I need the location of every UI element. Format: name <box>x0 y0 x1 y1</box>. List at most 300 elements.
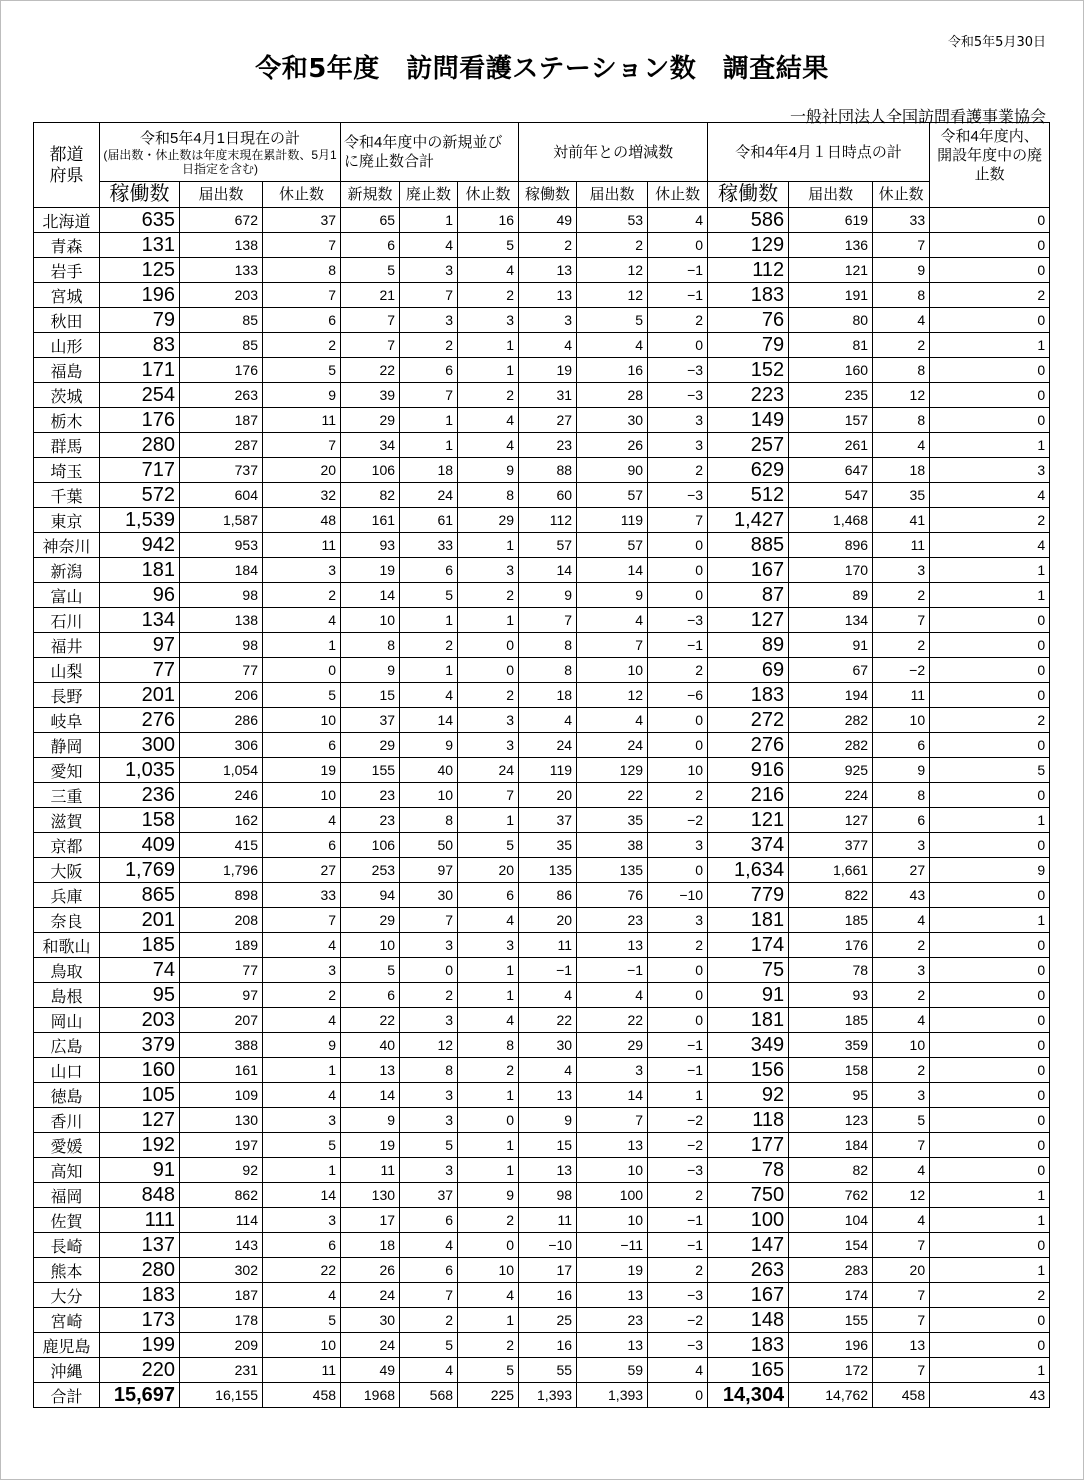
prefecture-name: 和歌山 <box>34 933 100 958</box>
table-cell: −1 <box>648 258 708 283</box>
table-cell: 106 <box>341 458 400 483</box>
table-row <box>34 283 1050 308</box>
table-cell: 1,769 <box>100 858 180 883</box>
table-cell: −3 <box>648 1333 708 1358</box>
table-cell: 24 <box>341 1333 400 1358</box>
table-cell: 39 <box>341 383 400 408</box>
table-cell: 18 <box>519 683 577 708</box>
subheader-cell: 稼働数 <box>100 182 180 208</box>
table-cell: 3 <box>873 833 930 858</box>
table-cell: 78 <box>789 958 873 983</box>
table-cell: 14 <box>400 708 458 733</box>
table-cell: 0 <box>930 308 1050 333</box>
table-cell: 24 <box>400 483 458 508</box>
table-cell: 22 <box>577 1008 648 1033</box>
table-cell: 121 <box>789 258 873 283</box>
table-cell: 1,393 <box>577 1383 648 1408</box>
table-cell: 191 <box>789 283 873 308</box>
table-cell: 4 <box>648 1358 708 1383</box>
table-cell: 8 <box>519 633 577 658</box>
table-cell: 9 <box>873 758 930 783</box>
table-row <box>34 958 1050 983</box>
table-cell: 253 <box>341 858 400 883</box>
table-cell: 176 <box>100 408 180 433</box>
table-cell: 261 <box>789 433 873 458</box>
table-cell: 13 <box>577 933 648 958</box>
table-cell: 953 <box>180 533 263 558</box>
table-cell: 203 <box>180 283 263 308</box>
table-cell: 4 <box>873 1208 930 1233</box>
table-cell: 2 <box>648 308 708 333</box>
table-cell: 4 <box>873 1158 930 1183</box>
table-cell: 1 <box>648 1083 708 1108</box>
table-cell: 7 <box>263 433 341 458</box>
table-cell: 40 <box>341 1033 400 1058</box>
table-cell: 10 <box>341 608 400 633</box>
table-cell: 172 <box>789 1358 873 1383</box>
table-cell: 105 <box>100 1083 180 1108</box>
table-cell: 0 <box>648 1008 708 1033</box>
table-cell: 1 <box>263 633 341 658</box>
table-cell: 127 <box>789 808 873 833</box>
table-cell: 25 <box>519 1308 577 1333</box>
table-row <box>34 883 1050 908</box>
table-cell: 2 <box>873 983 930 1008</box>
table-cell: 17 <box>519 1258 577 1283</box>
table-cell: 174 <box>708 933 789 958</box>
table-row <box>34 1258 1050 1283</box>
table-cell: 7 <box>400 908 458 933</box>
table-cell: 96 <box>100 583 180 608</box>
table-cell: 185 <box>789 908 873 933</box>
table-cell: 196 <box>789 1333 873 1358</box>
table-cell: 0 <box>930 958 1050 983</box>
table-cell: −3 <box>648 1283 708 1308</box>
table-cell: 5 <box>263 1133 341 1158</box>
table-cell: 43 <box>930 1383 1050 1408</box>
table-cell: 138 <box>180 608 263 633</box>
table-cell: 18 <box>341 1233 400 1258</box>
table-cell: 8 <box>873 408 930 433</box>
table-cell: 15 <box>341 683 400 708</box>
table-cell: 184 <box>180 558 263 583</box>
table-cell: 5 <box>400 1133 458 1158</box>
table-cell: 4 <box>519 983 577 1008</box>
table-cell: 134 <box>789 608 873 633</box>
table-cell: 114 <box>180 1208 263 1233</box>
table-cell: 98 <box>519 1183 577 1208</box>
table-cell: 4 <box>873 908 930 933</box>
table-cell: 0 <box>263 658 341 683</box>
table-cell: 14 <box>263 1183 341 1208</box>
subheader-cell: 休止数 <box>263 182 341 208</box>
table-cell: 11 <box>341 1158 400 1183</box>
table-cell: 136 <box>789 233 873 258</box>
table-cell: 2 <box>930 508 1050 533</box>
table-row <box>34 383 1050 408</box>
table-cell: 34 <box>341 433 400 458</box>
table-cell: 300 <box>100 733 180 758</box>
table-cell: 76 <box>577 883 648 908</box>
table-cell: 1,393 <box>519 1383 577 1408</box>
header-r5-current <box>100 123 341 182</box>
station-count-table <box>33 122 1050 1408</box>
table-row <box>34 1108 1050 1133</box>
table-cell: 26 <box>577 433 648 458</box>
table-cell: 29 <box>577 1033 648 1058</box>
table-cell: 3 <box>263 558 341 583</box>
table-cell: 822 <box>789 883 873 908</box>
table-row <box>34 608 1050 633</box>
table-cell: 7 <box>873 1283 930 1308</box>
table-cell: 21 <box>341 283 400 308</box>
table-cell: 7 <box>873 1133 930 1158</box>
table-cell: 2 <box>577 233 648 258</box>
table-cell: 604 <box>180 483 263 508</box>
prefecture-name: 石川 <box>34 608 100 633</box>
table-cell: 4 <box>263 608 341 633</box>
table-cell: 14 <box>519 558 577 583</box>
table-cell: 11 <box>873 533 930 558</box>
table-cell: 263 <box>708 1258 789 1283</box>
prefecture-name: 東京 <box>34 508 100 533</box>
prefecture-name: 宮城 <box>34 283 100 308</box>
table-cell: 2 <box>873 583 930 608</box>
table-cell: 129 <box>708 233 789 258</box>
table-cell: 14 <box>577 1083 648 1108</box>
table-cell: 7 <box>648 508 708 533</box>
table-cell: 29 <box>341 733 400 758</box>
table-cell: 171 <box>100 358 180 383</box>
table-cell: 512 <box>708 483 789 508</box>
table-cell: 10 <box>263 783 341 808</box>
table-cell: 131 <box>100 233 180 258</box>
table-cell: 896 <box>789 533 873 558</box>
table-cell: 1 <box>930 433 1050 458</box>
table-cell: 2 <box>263 983 341 1008</box>
table-cell: 10 <box>577 658 648 683</box>
table-cell: 77 <box>180 958 263 983</box>
table-cell: −2 <box>873 658 930 683</box>
table-cell: 2 <box>458 683 519 708</box>
table-cell: 377 <box>789 833 873 858</box>
table-cell: 129 <box>577 758 648 783</box>
table-row <box>34 858 1050 883</box>
table-cell: 5 <box>263 358 341 383</box>
table-cell: 0 <box>648 1383 708 1408</box>
table-cell: 2 <box>873 333 930 358</box>
table-cell: 93 <box>341 533 400 558</box>
table-cell: 2 <box>648 658 708 683</box>
table-cell: 11 <box>519 1208 577 1233</box>
table-cell: 181 <box>100 558 180 583</box>
table-cell: 123 <box>789 1108 873 1133</box>
table-cell: 1 <box>400 208 458 233</box>
table-cell: 16 <box>577 358 648 383</box>
subheader-cell: 休止数 <box>873 182 930 208</box>
table-cell: 167 <box>708 1283 789 1308</box>
table-cell: 95 <box>100 983 180 1008</box>
prefecture-name: 新潟 <box>34 558 100 583</box>
table-cell: 106 <box>341 833 400 858</box>
table-cell: 5 <box>458 833 519 858</box>
table-cell: 41 <box>873 508 930 533</box>
table-cell: 547 <box>789 483 873 508</box>
prefecture-name: 岐阜 <box>34 708 100 733</box>
table-cell: 27 <box>263 858 341 883</box>
table-cell: 0 <box>648 333 708 358</box>
prefecture-name: 鳥取 <box>34 958 100 983</box>
table-cell: 0 <box>930 1108 1050 1133</box>
table-cell: 134 <box>100 608 180 633</box>
table-cell: 185 <box>100 933 180 958</box>
table-cell: 158 <box>789 1058 873 1083</box>
table-cell: 177 <box>708 1133 789 1158</box>
table-cell: 2 <box>263 333 341 358</box>
table-cell: 97 <box>400 858 458 883</box>
table-cell: 91 <box>789 633 873 658</box>
table-cell: 194 <box>789 683 873 708</box>
table-cell: 8 <box>263 258 341 283</box>
table-cell: 3 <box>400 1108 458 1133</box>
header-r4-new-closed: 令和4年度中の新規並びに廃止数合計 <box>341 123 519 182</box>
table-cell: 235 <box>789 383 873 408</box>
table-cell: 5 <box>458 1358 519 1383</box>
table-cell: 4 <box>519 1058 577 1083</box>
table-cell: 0 <box>930 983 1050 1008</box>
table-cell: 2 <box>263 583 341 608</box>
table-cell: 185 <box>789 1008 873 1033</box>
table-row <box>34 258 1050 283</box>
table-cell: 187 <box>180 1283 263 1308</box>
table-cell: 11 <box>263 533 341 558</box>
table-cell: 9 <box>263 1033 341 1058</box>
table-cell: 79 <box>708 333 789 358</box>
table-cell: 209 <box>180 1333 263 1358</box>
table-cell: 1 <box>930 583 1050 608</box>
table-cell: 2 <box>930 283 1050 308</box>
table-cell: 9 <box>341 658 400 683</box>
table-cell: 30 <box>577 408 648 433</box>
table-cell: 20 <box>519 783 577 808</box>
header-r4-closed-in-year: 令和4年度内、開設年度中の廃止数 <box>930 123 1050 208</box>
table-cell: 23 <box>577 908 648 933</box>
table-cell: 10 <box>400 783 458 808</box>
table-cell: −1 <box>648 283 708 308</box>
table-cell: 80 <box>789 308 873 333</box>
table-row <box>34 583 1050 608</box>
table-cell: 35 <box>519 833 577 858</box>
table-cell: 6 <box>263 308 341 333</box>
table-cell: 192 <box>100 1133 180 1158</box>
table-cell: 286 <box>180 708 263 733</box>
table-cell: 1,427 <box>708 508 789 533</box>
table-cell: 7 <box>873 1358 930 1383</box>
table-cell: 5 <box>263 1308 341 1333</box>
table-cell: 10 <box>341 933 400 958</box>
table-cell: 1 <box>458 608 519 633</box>
total-row <box>34 1383 1050 1408</box>
table-cell: 24 <box>577 733 648 758</box>
table-cell: 75 <box>708 958 789 983</box>
table-cell: 5 <box>400 583 458 608</box>
table-cell: 10 <box>263 1333 341 1358</box>
table-cell: 4 <box>873 1008 930 1033</box>
table-cell: 4 <box>873 308 930 333</box>
prefecture-name: 福井 <box>34 633 100 658</box>
table-cell: 87 <box>708 583 789 608</box>
table-cell: 12 <box>873 383 930 408</box>
table-cell: 10 <box>458 1258 519 1283</box>
table-cell: 7 <box>873 1308 930 1333</box>
table-cell: 0 <box>930 783 1050 808</box>
table-cell: 3 <box>400 1158 458 1183</box>
table-cell: 4 <box>577 608 648 633</box>
table-cell: 97 <box>100 633 180 658</box>
table-cell: 0 <box>648 558 708 583</box>
table-cell: 18 <box>400 458 458 483</box>
table-cell: 225 <box>458 1383 519 1408</box>
table-cell: 95 <box>789 1083 873 1108</box>
table-cell: 1 <box>930 908 1050 933</box>
table-cell: 3 <box>263 1208 341 1233</box>
prefecture-name: 三重 <box>34 783 100 808</box>
table-cell: 1,054 <box>180 758 263 783</box>
table-cell: 61 <box>400 508 458 533</box>
table-cell: 3 <box>648 408 708 433</box>
table-cell: 20 <box>873 1258 930 1283</box>
prefecture-name: 島根 <box>34 983 100 1008</box>
table-row <box>34 1333 1050 1358</box>
table-cell: 9 <box>519 583 577 608</box>
table-cell: 0 <box>930 383 1050 408</box>
table-cell: 3 <box>263 1108 341 1133</box>
table-cell: 83 <box>100 333 180 358</box>
prefecture-name: 京都 <box>34 833 100 858</box>
table-cell: 4 <box>577 708 648 733</box>
table-cell: 97 <box>180 983 263 1008</box>
table-cell: 5 <box>458 233 519 258</box>
prefecture-name: 山形 <box>34 333 100 358</box>
table-cell: 109 <box>180 1083 263 1108</box>
table-cell: 24 <box>458 758 519 783</box>
table-cell: 7 <box>873 608 930 633</box>
table-cell: 23 <box>341 783 400 808</box>
table-cell: 3 <box>873 558 930 583</box>
table-cell: 8 <box>341 633 400 658</box>
table-row <box>34 1133 1050 1158</box>
table-cell: 4 <box>458 908 519 933</box>
prefecture-name: 茨城 <box>34 383 100 408</box>
table-cell: 13 <box>519 283 577 308</box>
table-cell: 5 <box>577 308 648 333</box>
table-cell: 224 <box>789 783 873 808</box>
table-cell: 4 <box>519 333 577 358</box>
table-cell: 77 <box>100 658 180 683</box>
table-cell: 6 <box>400 1208 458 1233</box>
table-cell: 176 <box>789 933 873 958</box>
table-cell: 55 <box>519 1358 577 1383</box>
table-row <box>34 1233 1050 1258</box>
table-cell: 38 <box>577 833 648 858</box>
table-cell: 0 <box>930 633 1050 658</box>
table-cell: 3 <box>458 933 519 958</box>
table-cell: 26 <box>341 1258 400 1283</box>
prefecture-name: 青森 <box>34 233 100 258</box>
table-cell: 181 <box>708 1008 789 1033</box>
table-row <box>34 333 1050 358</box>
table-cell: 57 <box>519 533 577 558</box>
table-row <box>34 833 1050 858</box>
table-cell: 4 <box>263 808 341 833</box>
table-cell: 1 <box>458 958 519 983</box>
prefecture-name: 栃木 <box>34 408 100 433</box>
table-row <box>34 558 1050 583</box>
table-cell: 13 <box>577 1133 648 1158</box>
table-cell: 160 <box>100 1058 180 1083</box>
table-cell: −1 <box>648 1233 708 1258</box>
table-cell: 29 <box>341 408 400 433</box>
table-cell: 0 <box>930 408 1050 433</box>
table-cell: 0 <box>930 733 1050 758</box>
table-cell: 216 <box>708 783 789 808</box>
table-row <box>34 508 1050 533</box>
table-cell: 13 <box>577 1283 648 1308</box>
table-cell: 220 <box>100 1358 180 1383</box>
table-cell: 2 <box>648 1258 708 1283</box>
table-cell: 2 <box>458 583 519 608</box>
table-cell: 388 <box>180 1033 263 1058</box>
table-cell: 8 <box>873 783 930 808</box>
table-cell: −1 <box>648 1208 708 1233</box>
table-cell: 13 <box>873 1333 930 1358</box>
table-cell: 231 <box>180 1358 263 1383</box>
table-cell: 5 <box>341 958 400 983</box>
table-cell: 9 <box>341 1108 400 1133</box>
table-cell: 0 <box>930 233 1050 258</box>
table-cell: 81 <box>789 333 873 358</box>
prefecture-name: 広島 <box>34 1033 100 1058</box>
table-cell: 7 <box>519 608 577 633</box>
prefecture-name: 佐賀 <box>34 1208 100 1233</box>
table-cell: 0 <box>930 683 1050 708</box>
prefecture-name: 岡山 <box>34 1008 100 1033</box>
table-cell: 8 <box>458 1033 519 1058</box>
table-cell: 263 <box>180 383 263 408</box>
table-cell: 125 <box>100 258 180 283</box>
table-cell: 3 <box>873 1083 930 1108</box>
table-cell: 4 <box>263 933 341 958</box>
prefecture-name: 大分 <box>34 1283 100 1308</box>
table-cell: 0 <box>400 958 458 983</box>
table-cell: 4 <box>577 983 648 1008</box>
table-cell: 121 <box>708 808 789 833</box>
prefecture-name: 神奈川 <box>34 533 100 558</box>
table-cell: 8 <box>873 283 930 308</box>
table-cell: −6 <box>648 683 708 708</box>
table-cell: 201 <box>100 683 180 708</box>
table-cell: 35 <box>577 808 648 833</box>
table-cell: 1 <box>458 1083 519 1108</box>
table-cell: 4 <box>263 1008 341 1033</box>
table-row <box>34 1358 1050 1383</box>
table-cell: 27 <box>873 858 930 883</box>
table-cell: 942 <box>100 533 180 558</box>
table-cell: 2 <box>458 1058 519 1083</box>
table-cell: 8 <box>400 808 458 833</box>
table-cell: 0 <box>930 358 1050 383</box>
table-cell: 30 <box>519 1033 577 1058</box>
